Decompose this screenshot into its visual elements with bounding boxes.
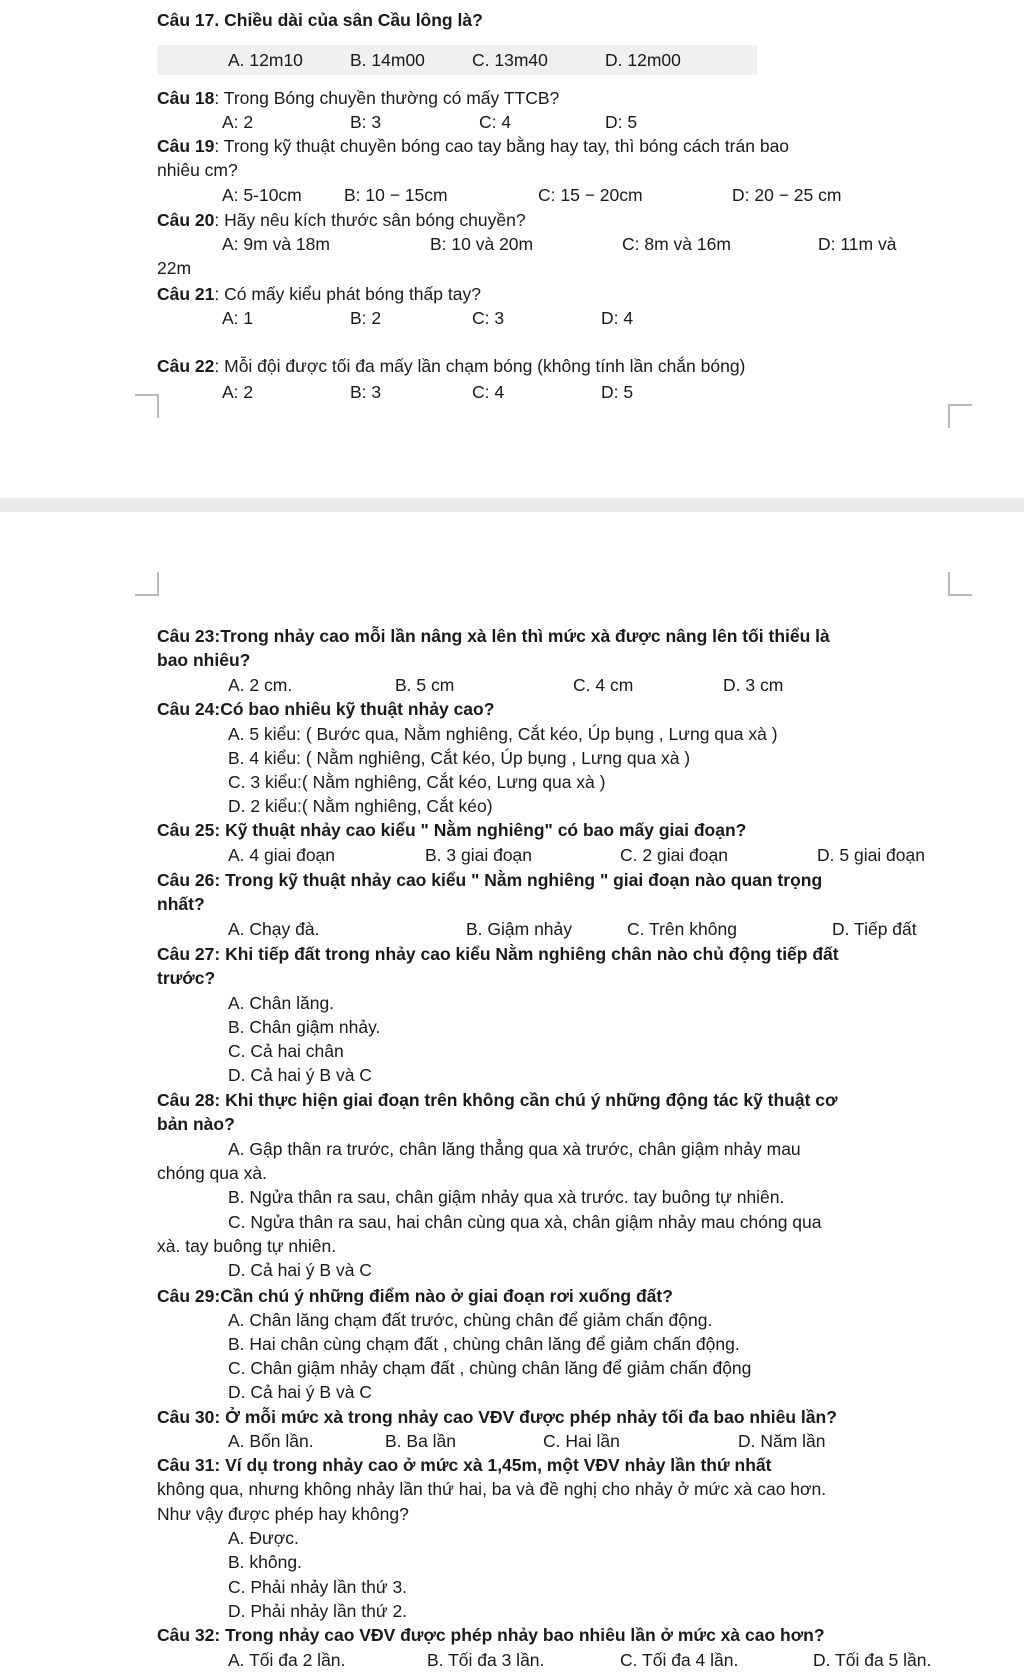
answer-a: A. Bốn lần.	[228, 1431, 314, 1451]
answer-d: D: 5	[605, 112, 638, 132]
question-17	[157, 8, 944, 32]
question-number: Câu 18	[157, 88, 215, 108]
question-number: Câu 20	[157, 210, 215, 230]
answer-b: B: 10 − 15cm	[344, 185, 448, 205]
question-title: Câu 32: Trong nhảy cao VĐV được phép nhảy bao nhiêu lần ở mức xà cao hơn?	[157, 1625, 825, 1645]
answer-a: A: 1	[222, 308, 254, 328]
question-number: Câu 22	[157, 356, 215, 376]
answer-a: A. 12m10	[228, 50, 303, 70]
answer-c: C. 13m40	[472, 50, 548, 70]
question-title: Câu 31: Ví dụ trong nhảy cao ở mức xà 1,45m, một VĐV nhảy lần thứ nhất	[157, 1455, 772, 1475]
answer-b: B. 5 cm	[395, 675, 455, 695]
answer-a: A. Chân lăng.	[228, 993, 335, 1013]
margin-corner-mark	[135, 394, 159, 418]
question-title-cont: bao nhiêu?	[157, 650, 251, 670]
answer-d: D. Phải nhảy lần thứ 2.	[228, 1601, 408, 1621]
margin-corner-mark	[135, 572, 159, 596]
answer-d: D: 20 − 25 cm	[732, 185, 842, 205]
answer-c: C: 3	[472, 308, 505, 328]
question-title: : Trong Bóng chuyền thường có mấy TTCB?	[214, 88, 560, 108]
question-22	[157, 354, 944, 378]
question-title-cont: trước?	[157, 968, 216, 988]
answer-d: D. Tối đa 5 lần.	[813, 1650, 932, 1670]
question-title: Câu 29:Cần chú ý những điểm nào ở giai đoạn rơi xuống đất?	[157, 1286, 673, 1306]
question-title: Câu 26: Trong kỹ thuật nhảy cao kiểu " Nằm nghiêng " giai đoạn nào quan trọng	[157, 870, 823, 890]
answer-d: D. 12m00	[605, 50, 681, 70]
question-title: Câu 23:Trong nhảy cao mỗi lần nâng xà lên thì mức xà được nâng lên tối thiểu là	[157, 626, 830, 646]
answer-a: A. 4 giai đoạn	[228, 845, 336, 865]
answer-a: A: 2	[222, 112, 254, 132]
question-title: Câu 17. Chiều dài của sân Cầu lông là?	[157, 10, 483, 30]
question-title: Câu 24:Có bao nhiêu kỹ thuật nhảy cao?	[157, 699, 495, 719]
answer-b: B: 3	[350, 112, 382, 132]
answer-b: B. Ba lần	[385, 1431, 457, 1451]
answer-d-cont: 22m	[157, 258, 192, 278]
page-separator	[0, 498, 1024, 512]
answer-d: D: 5	[601, 382, 634, 402]
question-title: Câu 30: Ở mỗi mức xà trong nhảy cao VĐV được phép nhảy tối đa bao nhiêu lần?	[157, 1407, 837, 1427]
answer-c: C. Phải nhảy lần thứ 3.	[228, 1577, 408, 1597]
answer-a: A: 5-10cm	[222, 185, 302, 205]
question-title-cont: bản nào?	[157, 1114, 235, 1134]
answer-c: C: 4	[479, 112, 512, 132]
answer-d: D. Cả hai ý B và C	[228, 1260, 372, 1280]
answer-a: A. Được.	[228, 1528, 299, 1548]
question-title: Câu 28: Khi thực hiện giai đoạn trên không cần chú ý những động tác kỹ thuật cơ	[157, 1090, 838, 1110]
answer-c: C. Chân giậm nhảy chạm đất , chùng chân lăng để giảm chấn động	[228, 1358, 752, 1378]
question-title: : Hãy nêu kích thước sân bóng chuyền?	[214, 210, 526, 230]
answer-a: A. Chạy đà.	[228, 919, 320, 939]
answer-c: C. Hai lần	[543, 1431, 620, 1451]
question-29	[157, 1284, 944, 1308]
margin-corner-mark	[948, 572, 972, 596]
question-title: : Mỗi đội được tối đa mấy lần chạm bóng (không tính lần chắn bóng)	[214, 356, 746, 376]
answer-d: D. Cả hai ý B và C	[228, 1065, 372, 1085]
answer-d: D: 11m và	[818, 234, 897, 254]
question-25	[157, 818, 944, 842]
answer-d: D. 5 giai đoạn	[817, 845, 925, 865]
question-28	[157, 1088, 944, 1112]
question-20	[157, 208, 944, 232]
answer-b: B. Chân giậm nhảy.	[228, 1017, 381, 1037]
answer-a: A. 5 kiểu: ( Bước qua, Nằm nghiêng, Cắt kéo, Úp bụng , Lưng qua xà )	[228, 724, 778, 744]
question-24	[157, 697, 944, 721]
question-21	[157, 282, 944, 306]
answer-d: D. 2 kiểu:( Nằm nghiêng, Cắt kéo)	[228, 796, 493, 816]
answer-a: A. Tối đa 2 lần.	[228, 1650, 346, 1670]
answer-c: C: 15 − 20cm	[538, 185, 643, 205]
answer-d: D. 3 cm	[723, 675, 784, 695]
answer-b: B. Giậm nhảy	[466, 919, 573, 939]
answer-a: A. 2 cm.	[228, 675, 293, 695]
answer-b: B. không.	[228, 1552, 302, 1572]
question-title: : Có mấy kiểu phát bóng thấp tay?	[214, 284, 481, 304]
question-title-cont: không qua, nhưng không nhảy lần thứ hai, ba và đề nghị cho nhảy ở mức xà cao hơn.	[157, 1479, 827, 1499]
answer-c: C: 4	[472, 382, 505, 402]
question-30	[157, 1405, 944, 1429]
answer-c: C. 4 cm	[573, 675, 634, 695]
question-number: Câu 19	[157, 136, 215, 156]
answer-d: D: 4	[601, 308, 634, 328]
answer-a-cont: chóng qua xà.	[157, 1163, 267, 1183]
answer-c-cont: xà. tay buông tự nhiên.	[157, 1236, 337, 1256]
question-32	[157, 1623, 944, 1647]
answer-b: B. 3 giai đoạn	[425, 845, 533, 865]
question-title-cont: nhiêu cm?	[157, 160, 238, 180]
question-27	[157, 942, 944, 966]
answer-b: B: 2	[350, 308, 382, 328]
answer-a: A. Chân lăng chạm đất trước, chùng chân để giảm chấn động.	[228, 1310, 713, 1330]
answer-c: C: 8m và 16m	[622, 234, 731, 254]
answer-d: D. Năm lần	[738, 1431, 826, 1451]
question-title: Câu 25: Kỹ thuật nhảy cao kiểu " Nằm nghiêng" có bao mấy giai đoạn?	[157, 820, 747, 840]
question-title: Câu 27: Khi tiếp đất trong nhảy cao kiểu Nằm nghiêng chân nào chủ động tiếp đất	[157, 944, 839, 964]
question-26	[157, 868, 944, 892]
margin-corner-mark	[948, 404, 972, 428]
question-18	[157, 86, 944, 110]
answer-d: D. Cả hai ý B và C	[228, 1382, 372, 1402]
question-title: : Trong kỹ thuật chuyền bóng cao tay bằng hay tay, thì bóng cách trán bao	[214, 136, 790, 156]
question-31	[157, 1453, 944, 1477]
answer-a: A. Gập thân ra trước, chân lăng thẳng qua xà trước, chân giậm nhảy mau	[228, 1139, 801, 1159]
answer-b: B. 14m00	[350, 50, 425, 70]
question-23	[157, 624, 944, 648]
question-19	[157, 134, 944, 158]
answer-b: B. 4 kiểu: ( Nằm nghiêng, Cắt kéo, Úp bụng , Lưng qua xà )	[228, 748, 691, 768]
answer-a: A: 2	[222, 382, 254, 402]
question-title-cont: nhất?	[157, 894, 205, 914]
answer-d: D. Tiếp đất	[832, 919, 917, 939]
answer-c: C. Ngửa thân ra sau, hai chân cùng qua xà, chân giậm nhảy mau chóng qua	[228, 1212, 822, 1232]
answer-c: C. 2 giai đoạn	[620, 845, 728, 865]
answer-b: B. Tối đa 3 lần.	[427, 1650, 545, 1670]
answer-c: C. Cả hai chân	[228, 1041, 344, 1061]
answer-b: B: 3	[350, 382, 382, 402]
answer-b: B: 10 và 20m	[430, 234, 534, 254]
answer-b: B. Ngửa thân ra sau, chân giậm nhảy qua xà trước. tay buông tự nhiên.	[228, 1187, 785, 1207]
question-title-cont: Như vậy được phép hay không?	[157, 1504, 409, 1524]
question-number: Câu 21	[157, 284, 215, 304]
document-page-1	[0, 0, 1024, 498]
answer-c: C. Trên không	[627, 919, 737, 939]
answer-a: A: 9m và 18m	[222, 234, 330, 254]
answer-c: C. Tối đa 4 lần.	[620, 1650, 739, 1670]
answer-b: B. Hai chân cùng chạm đất , chùng chân lăng để giảm chấn động.	[228, 1334, 740, 1354]
answer-c: C. 3 kiểu:( Nằm nghiêng, Cắt kéo, Lưng qua xà )	[228, 772, 606, 792]
